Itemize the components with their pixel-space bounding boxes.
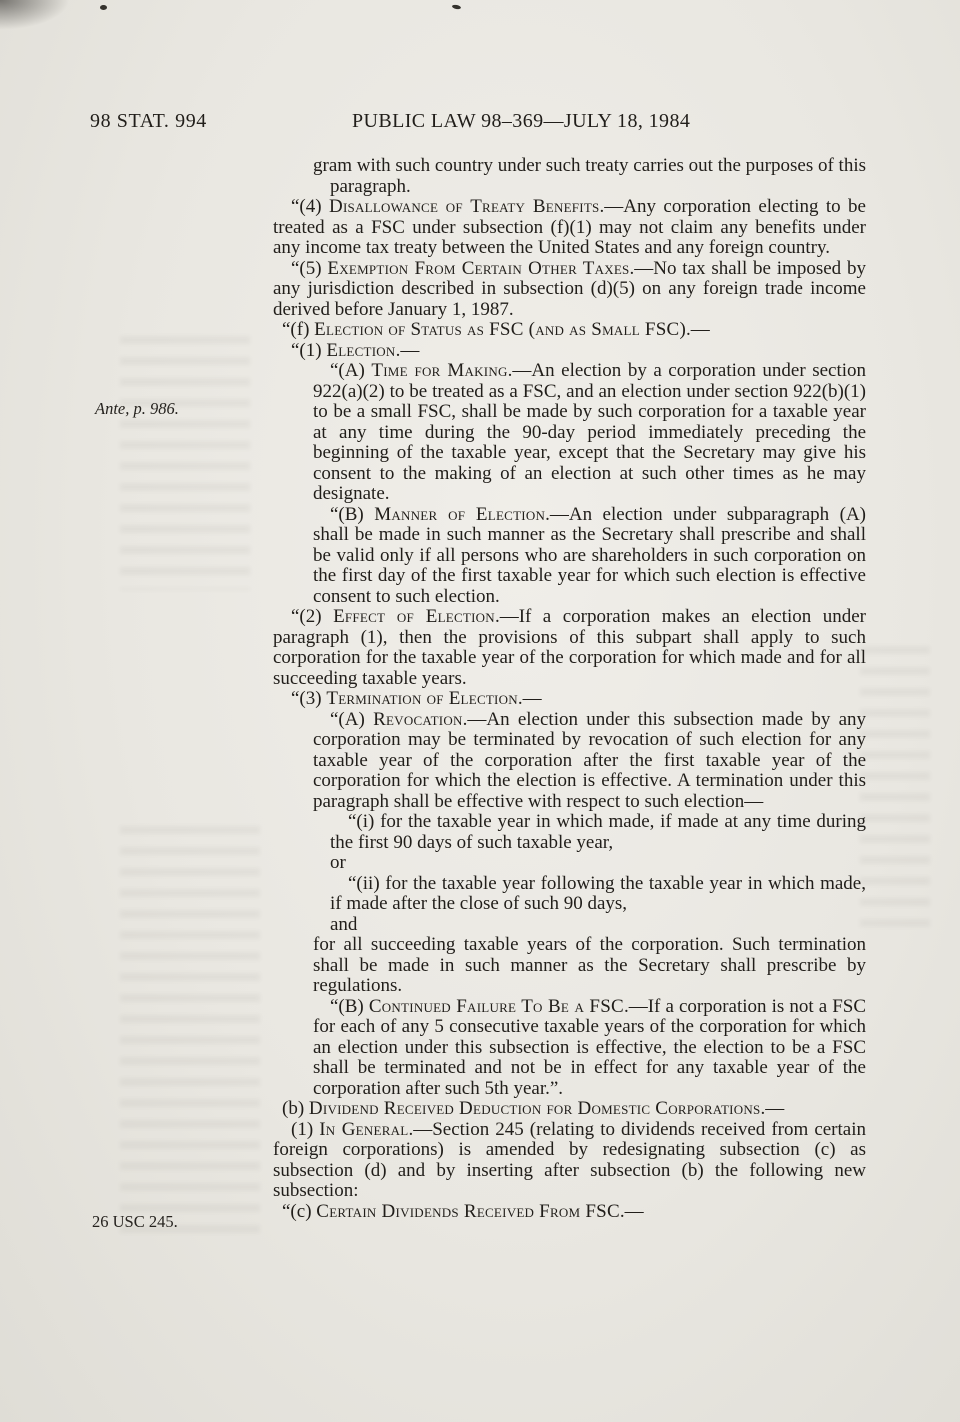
text-run: Election: [326, 339, 396, 361]
statute-paragraph: [313, 710, 866, 813]
text-run: .—: [619, 1200, 644, 1222]
margin-note-usc-citation: 26 USC 245.: [92, 1212, 178, 1231]
text-run: Manner of Election: [374, 503, 546, 525]
text-run: gram with such country under such treaty carries out the purposes of this paragraph.: [313, 155, 866, 197]
text-run: Dividend Received Deduction for Domestic Corporations: [308, 1098, 761, 1119]
statute-paragraph: [273, 197, 866, 259]
text-run: Revocation: [373, 708, 463, 730]
text-run: .—: [517, 688, 542, 709]
scan-speck: [452, 4, 462, 10]
text-run: “(A): [330, 708, 374, 730]
text-run: “(1): [291, 339, 327, 361]
statute-paragraph: [273, 607, 866, 689]
text-run: .—If a corporation makes an election under paragraph (1), then the provisions of this subpart shall apply to such corporation for the taxable year of the corporation for which made and for all succeeding taxable years.: [273, 606, 866, 689]
text-run: .—: [686, 319, 710, 340]
text-run: Election of Status as FSC (and as Small FSC): [314, 319, 687, 340]
statute-paragraph: [273, 689, 866, 710]
text-run: .—An election by a corporation under section 922(a)(2) to be treated as a FSC, and an election under section 922(b)(1) to be a small FSC, shall be made by such corporation for a taxable year at any time during the 90-day period immediately preceding the beginning of the taxable year, except that the Secretary may give his consent to the making of an election at such other times as he may designate.: [313, 360, 867, 504]
text-run: “(f): [282, 319, 315, 340]
text-run: .—: [760, 1098, 785, 1119]
text-run: .—: [395, 339, 420, 361]
text-run: and: [330, 913, 358, 935]
statute-paragraph: [273, 320, 866, 341]
text-run: “(5): [291, 257, 328, 279]
text-run: (1): [291, 1118, 320, 1140]
text-run: Disallowance of Treaty Benefits: [328, 196, 600, 217]
text-run: (b): [282, 1098, 309, 1119]
statute-paragraph: [273, 259, 866, 321]
text-run: Effect of Election: [333, 606, 495, 627]
statute-paragraph: [273, 1099, 866, 1120]
text-run: or: [330, 852, 346, 873]
text-run: “(i) for the taxable year in which made, if made at any time during the first 90 days of such taxable year,: [330, 811, 866, 853]
text-run: .—An election under subparagraph (A) shall be made in such manner as the Secretary shall prescribe and shall be valid only if all persons who are shareholders in such corporation on the first day of the first taxable year for which such election is effective consent to such election.: [313, 503, 867, 607]
text-run: .—No tax shall be imposed by any jurisdiction described in subsection (d)(5) on any foreign trade income derived before January 1, 1987.: [273, 257, 866, 320]
text-run: Termination of Election: [326, 688, 518, 709]
text-run: .—An election under this subsection made by any corporation may be terminated by revocation of such election for any taxable year of the corporation after the first taxable year of the corporation for which the election is effective. A termination under this paragraph shall be effective with respect to such election—: [313, 708, 866, 812]
statute-paragraph: [313, 155, 866, 197]
text-run: “(B): [330, 995, 369, 1017]
statute-paragraph: [273, 1120, 866, 1202]
statute-paragraph: [330, 812, 866, 874]
statute-paragraph: [313, 505, 866, 608]
statute-paragraph: [273, 1202, 866, 1223]
statute-paragraph: [273, 341, 866, 362]
text-run: “(4): [291, 196, 329, 217]
scan-speck: [100, 5, 107, 10]
text-run: Certain Dividends Received From FSC: [316, 1200, 620, 1222]
statute-paragraph: [313, 997, 866, 1100]
statute-paragraph: [313, 361, 866, 505]
scan-corner-shade: [0, 0, 70, 30]
text-run: “(ii) for the taxable year following the taxable year in which made, if made after the close of such 90 days,: [330, 872, 866, 914]
text-run: “(c): [282, 1200, 317, 1222]
statute-paragraph: [313, 935, 866, 997]
text-run: Time for Making: [371, 360, 508, 381]
text-run: “(3): [291, 688, 327, 709]
text-run: In General: [319, 1118, 409, 1140]
text-run: .—Any corporation electing to be treated as a FSC under subsection (f)(1) may not claim any benefits under any income tax treaty between the United States and any foreign country.: [273, 196, 866, 258]
statute-page-number: 98 STAT. 994: [90, 110, 207, 132]
text-run: for all succeeding taxable years of the corporation. Such termination shall be made in such manner as the Secretary shall prescribe by regulations.: [313, 934, 866, 996]
text-run: Exemption From Certain Other Taxes: [327, 257, 630, 279]
text-run: .—Section 245 (relating to dividends received from certain foreign corporations) is amended by redesignating subsection (c) as subsection (d) and by inserting after subsection (b) the following new subsection:: [273, 1118, 867, 1201]
statute-paragraph: [330, 874, 866, 936]
text-run: “(A): [330, 360, 372, 381]
margin-note-ante-reference: Ante, p. 986.: [95, 399, 179, 418]
public-law-title: PUBLIC LAW 98–369—JULY 18, 1984: [352, 110, 691, 132]
text-run: Continued Failure To Be a FSC: [368, 995, 624, 1017]
text-run: “(B): [330, 503, 375, 525]
statute-text-column: [0, 156, 960, 1222]
text-run: .—If a corporation is not a FSC for each of any 5 consecutive taxable years of the corporation for which an election under this subsection is effective, the election to be a FSC shall be terminated and not be in effect for any taxable year of the corporation after such 5th year.”.: [313, 995, 867, 1099]
text-run: “(2): [291, 606, 334, 627]
